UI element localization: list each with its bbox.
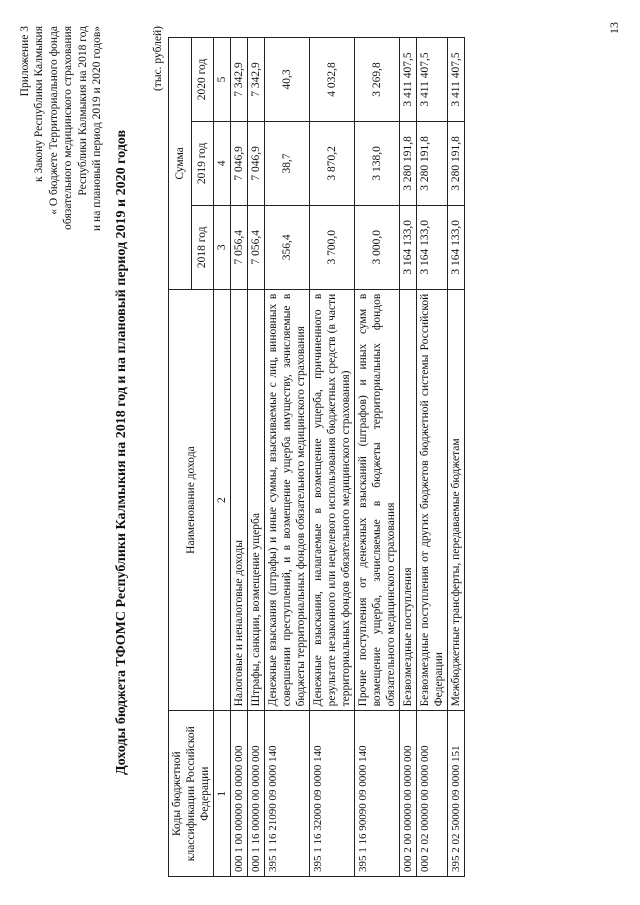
row-value-2019: 38,7	[265, 121, 310, 205]
row-code: 395 1 16 32000 09 0000 140	[310, 711, 355, 877]
row-value-2019: 3 870,2	[310, 121, 355, 205]
table-header-row	[169, 38, 192, 877]
column-number: 5	[214, 38, 231, 122]
appendix-block	[18, 26, 104, 406]
table-row	[448, 38, 465, 877]
row-name: Налоговые и неналоговые доходы	[231, 289, 248, 711]
table-row	[355, 38, 400, 877]
row-value-2018: 7 056,4	[231, 205, 248, 289]
row-value-2019: 3 138,0	[355, 121, 400, 205]
row-name: Межбюджетные трансферты, передаваемые бюджетам	[448, 289, 465, 711]
row-code: 395 2 02 50000 09 0000 151	[448, 711, 465, 877]
row-value-2019: 3 280 191,8	[448, 121, 465, 205]
row-value-2018: 3 000,0	[355, 205, 400, 289]
row-value-2018: 7 056,4	[248, 205, 265, 289]
table-row	[400, 38, 417, 877]
row-name: Безвозмездные поступления от других бюджетов бюджетной системы Российской Федерации	[417, 289, 448, 711]
appendix-line: и на плановый период 2019 и 2020 годов»	[91, 26, 104, 231]
appendix-line: к Закону Республики Калмыкия	[33, 26, 46, 182]
units-label: (тыс. рублей)	[152, 26, 164, 92]
header-2019: 2019 год	[191, 121, 214, 205]
column-number: 3	[214, 205, 231, 289]
table-row	[265, 38, 310, 877]
row-code: 395 1 16 90090 09 0000 140	[355, 711, 400, 877]
row-value-2020: 3 411 407,5	[448, 38, 465, 122]
appendix-line: обязательного медицинского страхования	[62, 26, 75, 230]
row-value-2020: 40,3	[265, 38, 310, 122]
column-number: 4	[214, 121, 231, 205]
row-name: Безвозмездные поступления	[400, 289, 417, 711]
row-value-2018: 3 164 133,0	[448, 205, 465, 289]
row-code: 000 2 02 00000 00 0000 000	[417, 711, 448, 877]
row-value-2019: 3 280 191,8	[417, 121, 448, 205]
row-value-2019: 7 046,9	[248, 121, 265, 205]
header-code: Коды бюджетной классификации Российской Федерации	[169, 711, 214, 877]
table-row	[417, 38, 448, 877]
revenue-table	[168, 37, 465, 877]
row-value-2019: 3 280 191,8	[400, 121, 417, 205]
header-2018: 2018 год	[191, 205, 214, 289]
appendix-line: Республики Калмыкия на 2018 год	[76, 26, 89, 196]
header-sum: Сумма	[169, 38, 192, 290]
row-name: Штрафы, санкции, возмещение ущерба	[248, 289, 265, 711]
row-code: 395 1 16 21090 09 0000 140	[265, 711, 310, 877]
column-number: 2	[214, 289, 231, 711]
row-value-2018: 356,4	[265, 205, 310, 289]
row-code: 000 1 00 00000 00 0000 000	[231, 711, 248, 877]
document-title: Доходы бюджета ТФОМС Республики Калмыкия на 2018 год и на плановый период 2019 и 2020 годов	[114, 129, 129, 776]
row-name: Прочие поступления от денежных взысканий (штрафов) и иных сумм в возмещение ущерба, зачисляемые в бюджеты территориальных фондов обязательного медицинского страхования	[355, 289, 400, 711]
row-value-2020: 3 411 407,5	[400, 38, 417, 122]
row-value-2020: 7 342,9	[248, 38, 265, 122]
table-row	[231, 38, 248, 877]
row-name: Денежные взыскания (штрафы) и иные суммы, взыскиваемые с лиц, виновных в совершении преступлений, и в возмещение ущерба имуществу, зачисляемые в бюджеты территориальных фондов обязательного медицинского страхования	[265, 289, 310, 711]
column-number-row	[214, 38, 231, 877]
row-code: 000 1 16 00000 00 0000 000	[248, 711, 265, 877]
row-value-2020: 3 269,8	[355, 38, 400, 122]
row-name: Денежные взыскания, налагаемые в возмещение ущерба, причиненного в результате незаконного или нецелевого использования бюджетных средств (в части территориальных фондов обязательного медицинского страхования)	[310, 289, 355, 711]
page-number: 13	[607, 22, 621, 34]
row-value-2020: 4 032,8	[310, 38, 355, 122]
appendix-line: « О бюджете Территориального фонда	[47, 26, 60, 215]
row-value-2018: 3 700,0	[310, 205, 355, 289]
column-number: 1	[214, 711, 231, 877]
table-row	[248, 38, 265, 877]
appendix-line: Приложение 3	[19, 26, 31, 97]
header-2020: 2020 год	[191, 38, 214, 122]
header-name: Наименование дохода	[169, 289, 214, 711]
row-value-2018: 3 164 133,0	[417, 205, 448, 289]
row-value-2020: 3 411 407,5	[417, 38, 448, 122]
table-row	[310, 38, 355, 877]
row-value-2020: 7 342,9	[231, 38, 248, 122]
row-value-2018: 3 164 133,0	[400, 205, 417, 289]
row-value-2019: 7 046,9	[231, 121, 248, 205]
row-code: 000 2 00 00000 00 0000 000	[400, 711, 417, 877]
